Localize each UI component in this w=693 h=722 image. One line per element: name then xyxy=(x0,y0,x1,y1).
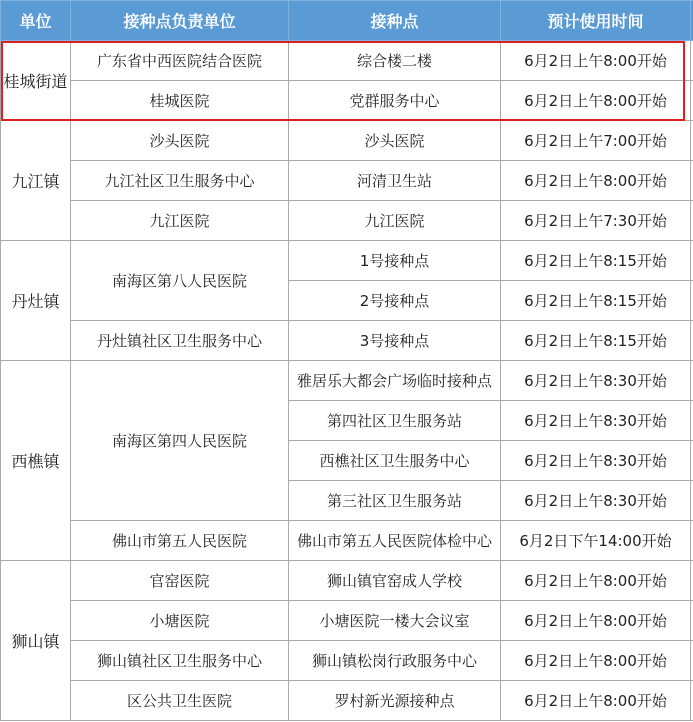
org-cell: 桂城医院 xyxy=(71,81,289,121)
unit-cell: 西樵镇 xyxy=(1,361,71,561)
time-cell: 6月2日上午7:30开始 xyxy=(501,201,691,241)
unit-cell: 桂城街道 xyxy=(1,41,71,121)
unit-cell: 狮山镇 xyxy=(1,561,71,721)
table-row xyxy=(1,361,693,401)
site-cell: 狮山镇官窑成人学校 xyxy=(289,561,501,601)
header-time: 预计使用时间 xyxy=(501,1,691,41)
site-cell: 西樵社区卫生服务中心 xyxy=(289,441,501,481)
site-cell: 第三社区卫生服务站 xyxy=(289,481,501,521)
site-cell: 1号接种点 xyxy=(289,241,501,281)
time-cell: 6月2日上午8:00开始 xyxy=(501,81,691,121)
site-cell: 九江医院 xyxy=(289,201,501,241)
header-row xyxy=(1,1,693,41)
time-cell: 6月2日上午8:30开始 xyxy=(501,401,691,441)
site-cell: 河清卫生站 xyxy=(289,161,501,201)
time-cell: 6月2日上午8:00开始 xyxy=(501,681,691,721)
table-row xyxy=(1,81,693,121)
org-cell: 狮山镇社区卫生服务中心 xyxy=(71,641,289,681)
site-cell: 2号接种点 xyxy=(289,281,501,321)
site-cell: 3号接种点 xyxy=(289,321,501,361)
time-cell: 6月2日上午8:00开始 xyxy=(501,561,691,601)
org-cell: 广东省中西医院结合医院 xyxy=(71,41,289,81)
table-row xyxy=(1,41,693,81)
org-cell: 丹灶镇社区卫生服务中心 xyxy=(71,321,289,361)
org-cell: 小塘医院 xyxy=(71,601,289,641)
table-row xyxy=(1,201,693,241)
table-row xyxy=(1,521,693,561)
site-cell: 党群服务中心 xyxy=(289,81,501,121)
time-cell: 6月2日下午14:00开始 xyxy=(501,521,691,561)
table-row xyxy=(1,681,693,721)
time-cell: 6月2日上午8:15开始 xyxy=(501,241,691,281)
org-cell: 南海区第八人民医院 xyxy=(71,241,289,321)
time-cell: 6月2日上午8:30开始 xyxy=(501,361,691,401)
org-cell: 南海区第四人民医院 xyxy=(71,361,289,521)
header-org: 接种点负责单位 xyxy=(71,1,289,41)
site-cell: 佛山市第五人民医院体检中心 xyxy=(289,521,501,561)
time-cell: 6月2日上午8:15开始 xyxy=(501,321,691,361)
org-cell: 沙头医院 xyxy=(71,121,289,161)
time-cell: 6月2日上午8:00开始 xyxy=(501,161,691,201)
org-cell: 九江社区卫生服务中心 xyxy=(71,161,289,201)
table-row xyxy=(1,121,693,161)
time-cell: 6月2日上午8:30开始 xyxy=(501,441,691,481)
site-cell: 狮山镇松岗行政服务中心 xyxy=(289,641,501,681)
time-cell: 6月2日上午8:30开始 xyxy=(501,481,691,521)
table-row xyxy=(1,321,693,361)
table-row xyxy=(1,601,693,641)
header-unit: 单位 xyxy=(1,1,71,41)
unit-cell: 丹灶镇 xyxy=(1,241,71,361)
site-cell: 罗村新光源接种点 xyxy=(289,681,501,721)
time-cell: 6月2日上午7:00开始 xyxy=(501,121,691,161)
time-cell: 6月2日上午8:00开始 xyxy=(501,641,691,681)
org-cell: 区公共卫生医院 xyxy=(71,681,289,721)
org-cell: 官窑医院 xyxy=(71,561,289,601)
header-site: 接种点 xyxy=(289,1,501,41)
time-cell: 6月2日上午8:00开始 xyxy=(501,41,691,81)
time-cell: 6月2日上午8:15开始 xyxy=(501,281,691,321)
table-row xyxy=(1,641,693,681)
site-cell: 小塘医院一楼大会议室 xyxy=(289,601,501,641)
org-cell: 佛山市第五人民医院 xyxy=(71,521,289,561)
table-row xyxy=(1,161,693,201)
unit-cell: 九江镇 xyxy=(1,121,71,241)
site-cell: 综合楼二楼 xyxy=(289,41,501,81)
site-cell: 沙头医院 xyxy=(289,121,501,161)
site-cell: 第四社区卫生服务站 xyxy=(289,401,501,441)
table-row xyxy=(1,561,693,601)
site-cell: 雅居乐大都会广场临时接种点 xyxy=(289,361,501,401)
table-row xyxy=(1,241,693,281)
time-cell: 6月2日上午8:00开始 xyxy=(501,601,691,641)
org-cell: 九江医院 xyxy=(71,201,289,241)
